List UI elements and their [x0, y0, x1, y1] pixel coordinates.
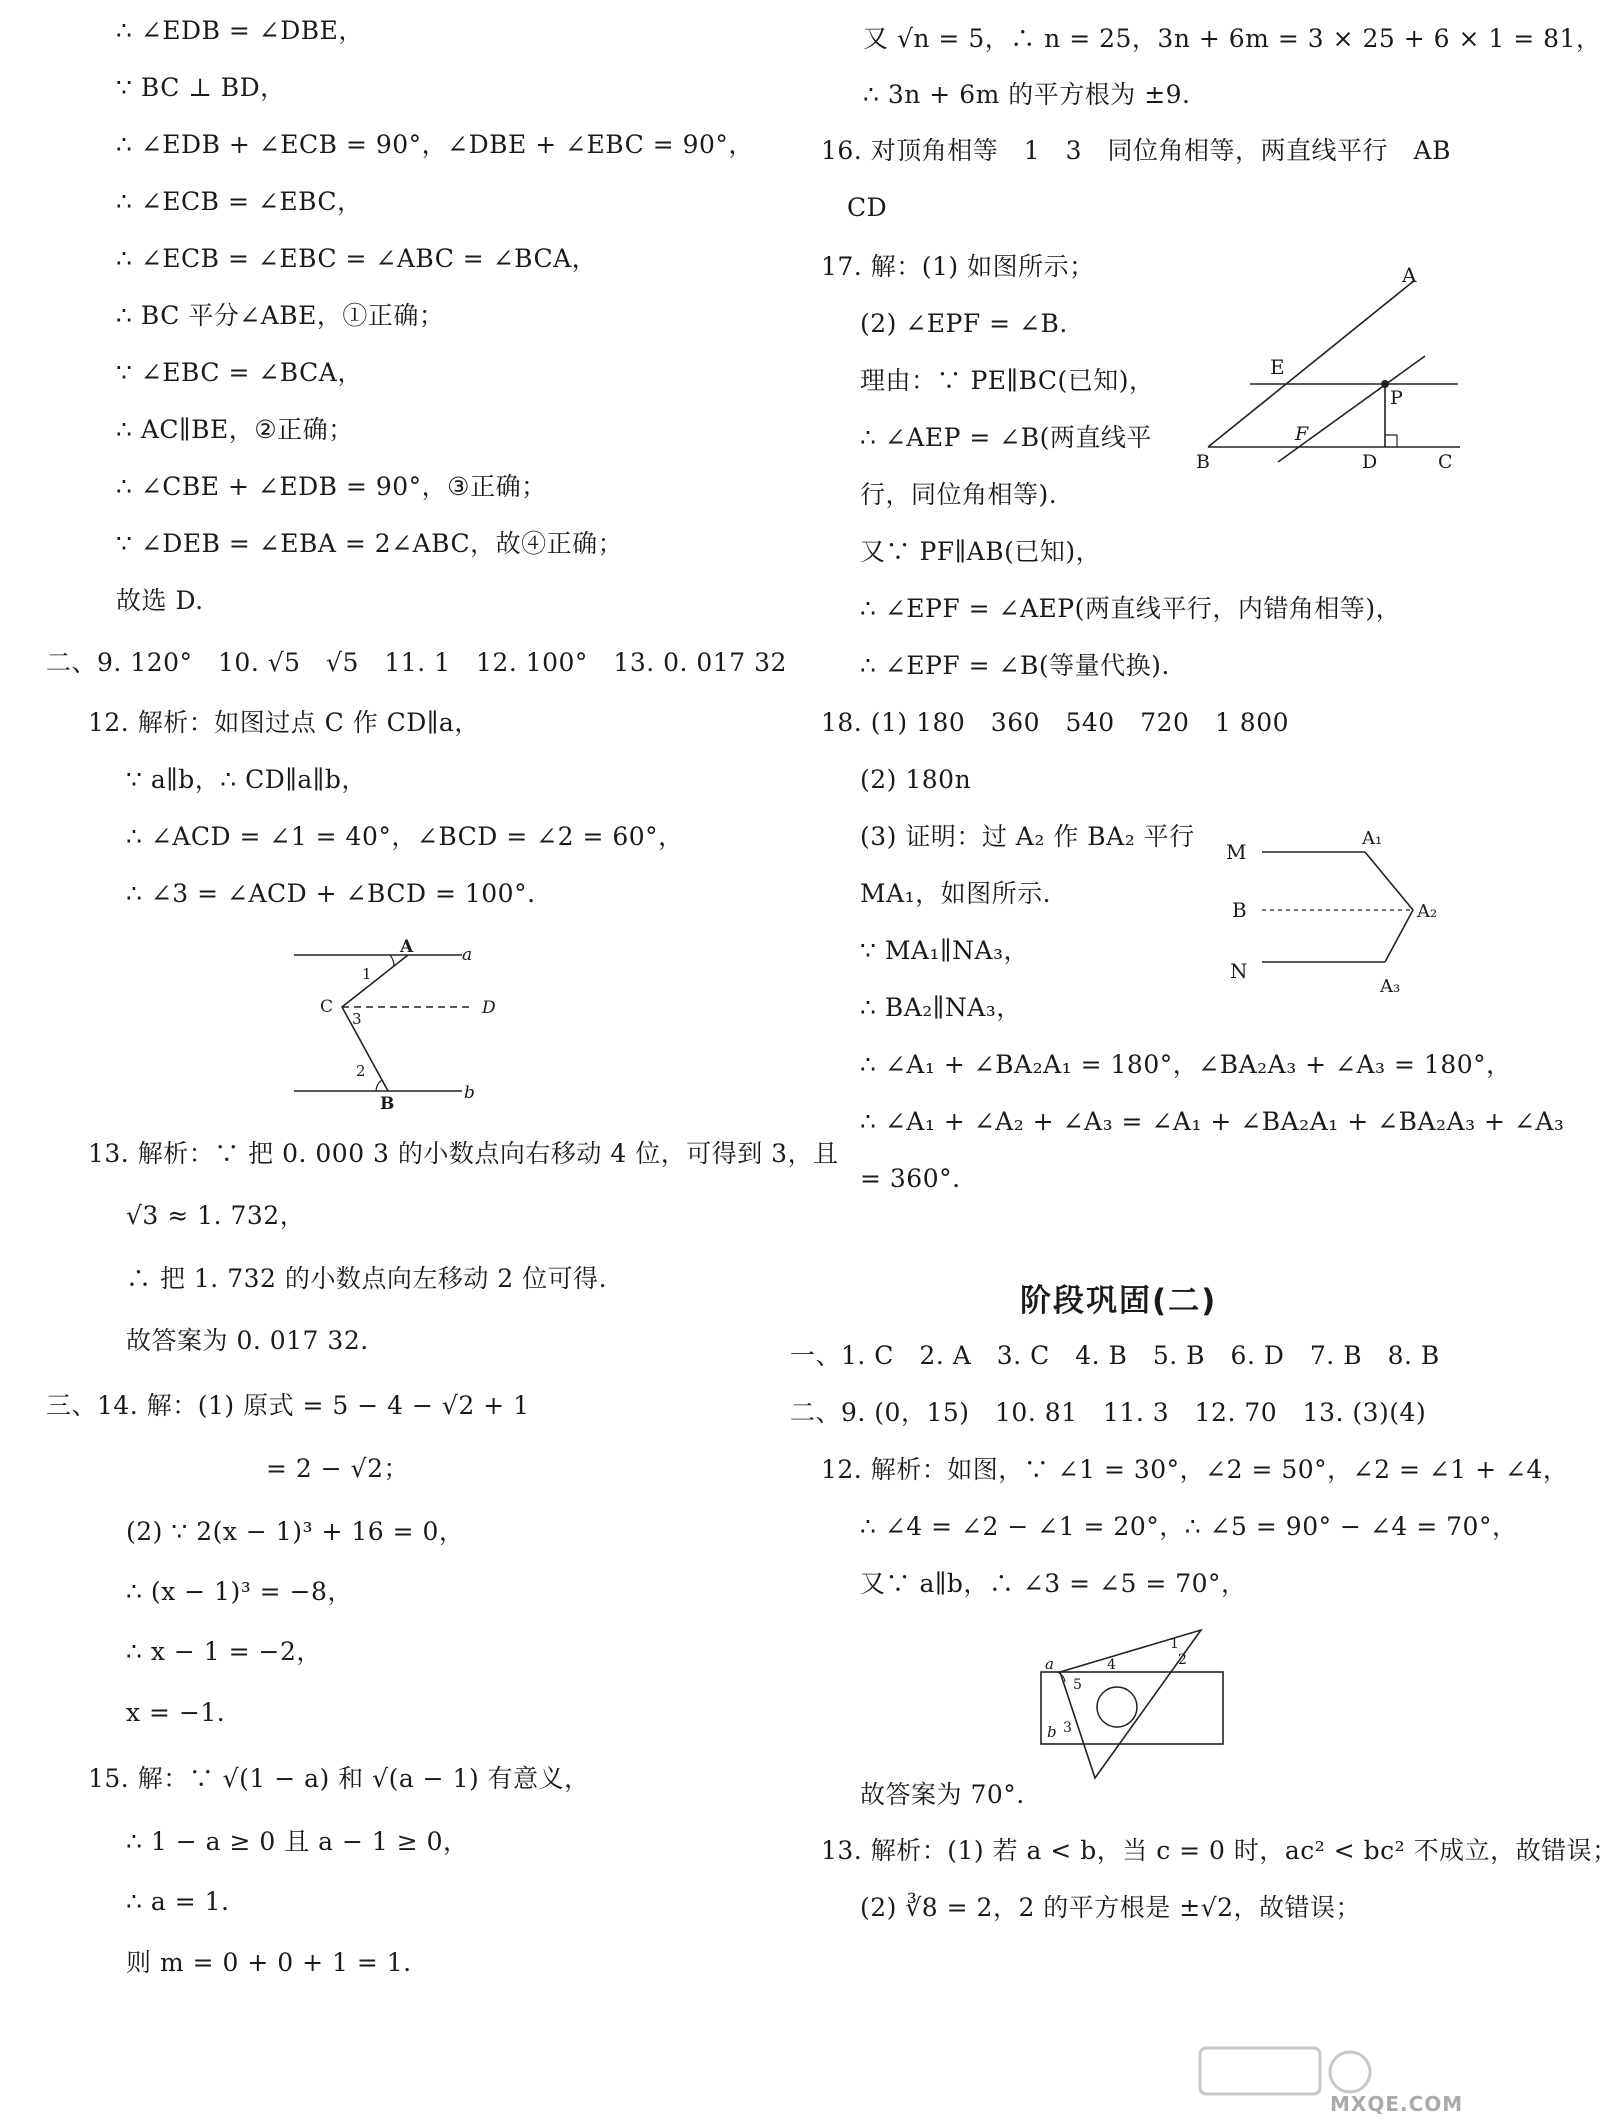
text-line: ∴ ∠EPF = ∠B(等量代换). [860, 651, 1170, 680]
point-label-c: C [1438, 451, 1453, 473]
text-line: 12. 解析：如图，∵ ∠1 = 30°，∠2 = 50°，∠2 = ∠1 + ∠4， [821, 1455, 1569, 1484]
text-line: 故答案为 70°. [860, 1780, 1025, 1809]
point-label-n: N [1230, 959, 1248, 983]
point-label-b: B [380, 1094, 395, 1114]
angle-label-1: 1 [1170, 1636, 1179, 1652]
text-line: ∴ ∠4 = ∠2 − ∠1 = 20°，∴ ∠5 = 90° − ∠4 = 70°， [860, 1512, 1518, 1541]
text-line: 故选 D. [116, 586, 204, 615]
text-line: (2) 180n [860, 765, 972, 794]
text-line: ∵ ∠EBC = ∠BCA， [116, 358, 363, 387]
text-line: ∴ ∠ECB = ∠EBC = ∠ABC = ∠BCA， [116, 244, 598, 273]
figure-set-square-ruler [1035, 1622, 1265, 1782]
angle-label-4: 4 [1107, 1657, 1116, 1673]
point-label-c: C [320, 997, 334, 1017]
angle-label-5: 5 [1073, 1677, 1082, 1693]
point-label-b: B [1196, 451, 1210, 473]
point-label-b: B [1232, 898, 1247, 922]
text-line: 15. 解：∵ √(1 − a) 和 √(a − 1) 有意义， [88, 1764, 590, 1793]
angle-label-2: 2 [1178, 1652, 1187, 1668]
point-label-e: E [1270, 355, 1285, 379]
text-line: 17. 解：(1) 如图所示； [821, 252, 1095, 281]
angle-label-3: 3 [352, 1010, 362, 1028]
text-line: 16. 对顶角相等 1 3 同位角相等，两直线平行 AB [821, 136, 1451, 165]
text-line: ∴ 3n + 6m 的平方根为 ±9. [863, 80, 1191, 109]
text-line: ∴ ∠ACD = ∠1 = 40°，∠BCD = ∠2 = 60°， [126, 822, 684, 851]
line-label-b: b [1047, 1723, 1057, 1741]
point-label-p: P [1390, 387, 1403, 409]
text-line: (3) 证明：过 A₂ 作 BA₂ 平行 [860, 822, 1195, 851]
text-line: ∴ AC∥BE，②正确； [116, 415, 354, 444]
text-line: 又∵ PF∥AB(已知)， [860, 537, 1102, 566]
text-line: (2) ∛8 = 2，2 的平方根是 ±√2，故错误； [860, 1893, 1362, 1922]
line-label-a: a [1045, 1655, 1054, 1673]
text-line: ∴ 把 1. 732 的小数点向左移动 2 位可得. [126, 1264, 608, 1293]
figure-parallel-lines-ab [290, 938, 500, 1113]
point-label-a: A [1402, 263, 1417, 287]
text-line: 又 √n = 5，∴ n = 25，3n + 6m = 3 × 25 + 6 × 1 = 81， [863, 24, 1602, 53]
angle-label-1: 1 [362, 965, 372, 983]
text-line: ∵ ∠DEB = ∠EBA = 2∠ABC，故④正确； [116, 529, 624, 558]
text-line: ∴ (x − 1)³ = −8， [126, 1577, 353, 1606]
text-line: ∴ ∠A₁ + ∠A₂ + ∠A₃ = ∠A₁ + ∠BA₂A₁ + ∠BA₂A₃ + ∠A₃ [860, 1107, 1565, 1136]
text-line: CD [847, 193, 888, 222]
text-line: 13. 解析：∵ 把 0. 000 3 的小数点向右移动 4 位，可得到 3，且 [88, 1139, 839, 1168]
text-line: 又∵ a∥b，∴ ∠3 = ∠5 = 70°， [860, 1569, 1247, 1598]
text-line: MA₁，如图所示. [860, 879, 1052, 908]
text-line: ∵ BC ⊥ BD， [116, 73, 286, 102]
text-line: ∴ ∠AEP = ∠B(两直线平 [860, 423, 1152, 452]
text-line: 理由：∵ PE∥BC(已知)， [860, 366, 1155, 395]
text-line: ∵ MA₁∥NA₃， [860, 936, 1030, 965]
text-line: x = −1. [126, 1698, 226, 1727]
point-label-a: A [400, 937, 414, 957]
line-label-a: a [462, 945, 473, 965]
text-line: ∴ ∠A₁ + ∠BA₂A₁ = 180°，∠BA₂A₃ + ∠A₃ = 180°， [860, 1050, 1512, 1079]
text-line: ∴ ∠EDB + ∠ECB = 90°，∠DBE + ∠EBC = 90°， [116, 130, 754, 159]
line-label-b: b [464, 1083, 475, 1103]
text-line: ∴ 1 − a ≥ 0 且 a − 1 ≥ 0， [126, 1827, 469, 1856]
text-line: 12. 解析：如图过点 C 作 CD∥a， [88, 708, 480, 737]
text-line: ∴ ∠3 = ∠ACD + ∠BCD = 100°. [126, 879, 536, 908]
text-line: ∵ a∥b，∴ CD∥a∥b， [126, 765, 367, 794]
text-line: 故答案为 0. 017 32. [126, 1326, 369, 1355]
point-label-d: D [1362, 451, 1378, 473]
point-label-a1: A₁ [1362, 828, 1383, 849]
text-line: ∴ ∠EDB = ∠DBE， [116, 16, 364, 45]
text-line: ∴ ∠CBE + ∠EDB = 90°，③正确； [116, 472, 547, 501]
text-line: 行，同位角相等). [860, 480, 1058, 509]
text-line: √3 ≈ 1. 732， [126, 1201, 306, 1230]
text-line: (2) ∠EPF = ∠B. [860, 309, 1068, 338]
text-line: 则 m = 0 + 0 + 1 = 1. [126, 1948, 412, 1977]
text-line: ∴ BC 平分∠ABE，①正确； [116, 301, 445, 330]
text-line: 一、1. C 2. A 3. C 4. B 5. B 6. D 7. B 8. B [790, 1341, 1440, 1370]
point-label-a3: A₃ [1380, 976, 1401, 997]
figure-triangle-abc [1190, 262, 1480, 472]
text-line: (2) ∵ 2(x − 1)³ + 16 = 0， [126, 1517, 465, 1546]
text-line: 二、9. 120° 10. √5 √5 11. 1 12. 100° 13. 0. 017 32 [46, 648, 787, 677]
text-line: = 360°. [860, 1164, 961, 1193]
point-label-a2: A₂ [1417, 901, 1438, 922]
section-title: 阶段巩固(二) [1020, 1283, 1218, 1319]
text-line: ∴ BA₂∥NA₃， [860, 993, 1022, 1022]
text-line: 三、14. 解：(1) 原式 = 5 − 4 − √2 + 1 [46, 1391, 530, 1420]
angle-label-3: 3 [1063, 1720, 1072, 1736]
point-label-d: D [482, 998, 496, 1018]
angle-label-2: 2 [356, 1062, 366, 1080]
text-line: ∴ ∠ECB = ∠EBC， [116, 187, 363, 216]
text-line: ∴ ∠EPF = ∠AEP(两直线平行，内错角相等)， [860, 594, 1402, 623]
text-line: = 2 − √2； [266, 1454, 409, 1483]
text-line: ∴ a = 1. [126, 1887, 230, 1916]
text-line: 二、9. (0，15) 10. 81 11. 3 12. 70 13. (3)(4) [790, 1398, 1427, 1427]
text-line: 13. 解析：(1) 若 a < b，当 c = 0 时，ac² < bc² 不成立，故错误； [821, 1836, 1618, 1865]
point-label-f: F [1295, 423, 1309, 445]
figure-polyline-a1a2a3 [1220, 822, 1460, 1002]
watermark-text: MXQE.COM [1330, 2092, 1464, 2116]
point-label-m: M [1226, 840, 1247, 864]
text-line: ∴ x − 1 = −2， [126, 1637, 322, 1666]
text-line: 18. (1) 180 360 540 720 1 800 [821, 708, 1290, 737]
